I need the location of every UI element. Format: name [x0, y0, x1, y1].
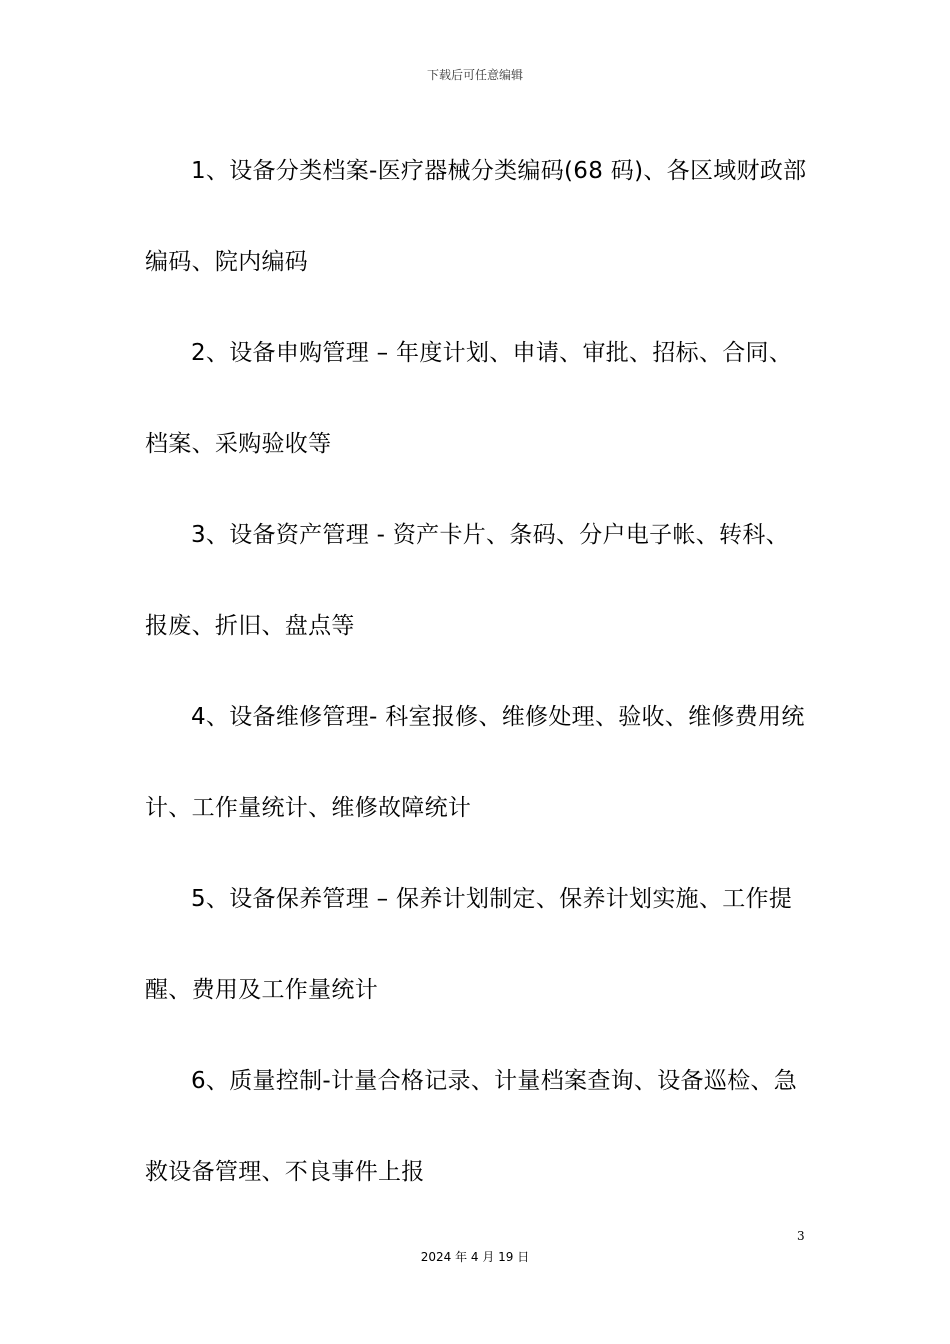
document-body [145, 126, 810, 1218]
footer-date: 2024 年 4 月 19 日 [420, 1250, 530, 1264]
paragraph-3: 3、设备资产管理 - 资产卡片、条码、分户电子帐、转科、报废、折旧、盘点等 [145, 522, 789, 639]
paragraph-2: 2、设备申购管理 – 年度计划、申请、审批、招标、合同、档案、采购验收等 [145, 340, 793, 457]
page-number: 3 [797, 1229, 805, 1243]
page-header: 下载后可任意编辑 [426, 68, 523, 82]
paragraph-1: 1、设备分类档案-医疗器械分类编码(68 码)、各区域财政部编码、院内编码 [145, 158, 807, 275]
paragraph-5: 5、设备保养管理 – 保养计划制定、保养计划实施、工作提醒、费用及工作量统计 [145, 886, 793, 1003]
paragraph-6: 6、质量控制-计量合格记录、计量档案查询、设备巡检、急救设备管理、不良事件上报 [145, 1068, 798, 1185]
paragraph-4: 4、设备维修管理- 科室报修、维修处理、验收、维修费用统计、工作量统计、维修故障统计 [145, 704, 805, 821]
